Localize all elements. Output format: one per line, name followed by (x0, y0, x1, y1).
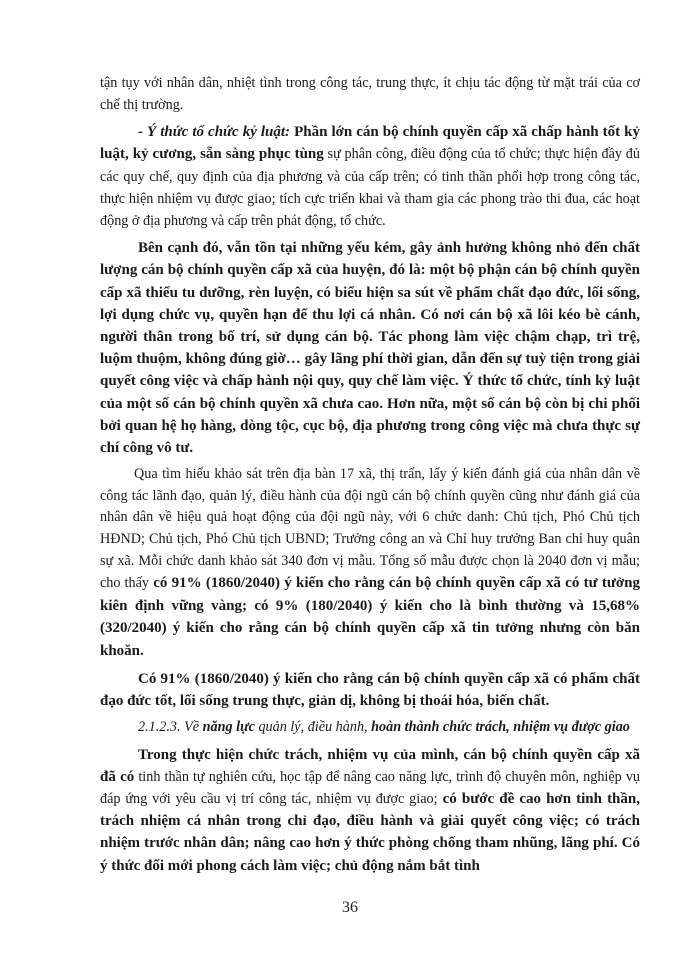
survey-result-bold: có 91% (1860/2040) ý kiến cho rằng cán bộ chính quyền cấp xã có tư tưởng kiên định vững vàng; có 9% (180/2040) ý kiến cho là bình thường và 15,68%(320/2040) ý kiến cho rằng cán bộ chính quyền cấp xã tin tưởng nhưng còn băn khoăn. (100, 575, 640, 659)
paragraph-continuation: tận tụy với nhân dân, nhiệt tình trong công tác, trung thực, ít chịu tác động từ mặt trái của cơ chế thị trường. (100, 75, 640, 113)
paragraph-capacity (100, 744, 640, 877)
paragraph-survey (100, 464, 640, 662)
capacity-text: tinh thần tự nghiên cứu, học tập để nâng cao năng lực, trình độ chuyên môn, nghiệp vụ đáp ứng với yêu cầu vị trí công tác, nhiệm vụ được giao; (100, 768, 641, 807)
discipline-lead: - Ý thức tổ chức kỷ luật: (138, 124, 291, 141)
discipline-bold-text: Phần lớn cán bộ chính quyền cấp xã chấp hành tốt kỷ luật, kỷ cương, sẵn sàng phục tùng (100, 124, 640, 163)
heading-number: 2.1.2.3. Về (138, 718, 203, 735)
heading-bold-1: năng lực (202, 718, 259, 735)
paragraph-ethics: Có 91% (1860/2040) ý kiến cho rằng cán bộ chính quyền cấp xã có phẩm chất đạo đức tốt, lối sống trung thực, giản dị, không bị thoái hóa, biến chất. (100, 670, 640, 709)
paragraph-discipline (100, 121, 640, 232)
document-body (100, 73, 640, 877)
section-heading (100, 717, 640, 739)
discipline-text: sự phân công, điều động của tổ chức; thực hiện đầy đủ các quy chế, quy định của địa phương và của cấp trên; có tinh thần phối hợp trong công tác, thực hiện nhiệm vụ được giao; tích cực triển khai và tham gia các phong trào thi đua, các hoạt động ở địa phương và cấp trên phát động, tổ chức. (100, 146, 640, 229)
capacity-bold-1: Trong thực hiện chức trách, nhiệm vụ của mình, cán bộ chính quyền cấp xã đã có (100, 746, 640, 785)
paragraph-weaknesses: Bên cạnh đó, vẫn tồn tại những yếu kém, gây ảnh hưởng không nhỏ đến chất lượng cán bộ chính quyền cấp xã của huyện, đó là: một bộ phận cán bộ chính quyền cấp xã thiếu tu dưỡng, rèn luyện, có biểu hiện sa sút về phẩm chất đạo đức, lối sống, lợi dụng chức vụ, quyền hạn để thu lợi cá nhân. Có nơi cán bộ xã lôi kéo bè cánh, người thân trong bố trí, sử dụng cán bộ. Tác phong làm việc chậm chạp, trì trệ, luộm thuộm, không đúng giờ… gây lãng phí thời gian, dẫn đến sự tuỳ tiện trong giải quyết công việc và chấp hành nội quy, quy chế làm việc. Ý thức tổ chức, tính kỷ luật của một số cán bộ chính quyền xã chưa cao. Hơn nữa, một số cán bộ còn bị chi phối bởi quan hệ họ hàng, dòng tộc, cục bộ, địa phương trong công việc mà chưa thực sự chí công vô tư. (100, 240, 640, 457)
heading-mid: quản lý, điều hành, (258, 718, 368, 735)
survey-text: Qua tìm hiểu khảo sát trên địa bàn 17 xã, thị trấn, lấy ý kiến đánh giá của nhân dân về công tác lãnh đạo, quản lý, điều hành của đội ngũ cán bộ chính quyền cũng như đánh giá của nhân dân về hiệu quả hoạt động của đội ngũ này, với 6 chức danh: Chủ tịch, Phó Chủ tịch HĐND; Chủ tịch, Phó Chủ tịch UBND; Trưởng công an và Chỉ huy trưởng Ban chỉ huy quân sự xã. Mỗi chức danh khảo sát 340 đơn vị mẫu. Tổng số mẫu được chọn là 2040 đơn vị mẫu; cho thấy (100, 466, 640, 592)
heading-bold-2: hoàn thành chức trách, nhiệm vụ được giao (367, 718, 630, 735)
capacity-bold-2: có bước đề cao hơn tinh thần, trách nhiệm cá nhân trong chỉ đạo, điều hành và giải quyết công việc; có trách nhiệm trước nhân dân; nâng cao hơn ý thức phòng chống tham nhũng, lãng phí. Có ý thức đổi mới phong cách làm việc; chủ động nắm bắt tình (100, 790, 640, 874)
page-number: 36 (342, 899, 358, 916)
